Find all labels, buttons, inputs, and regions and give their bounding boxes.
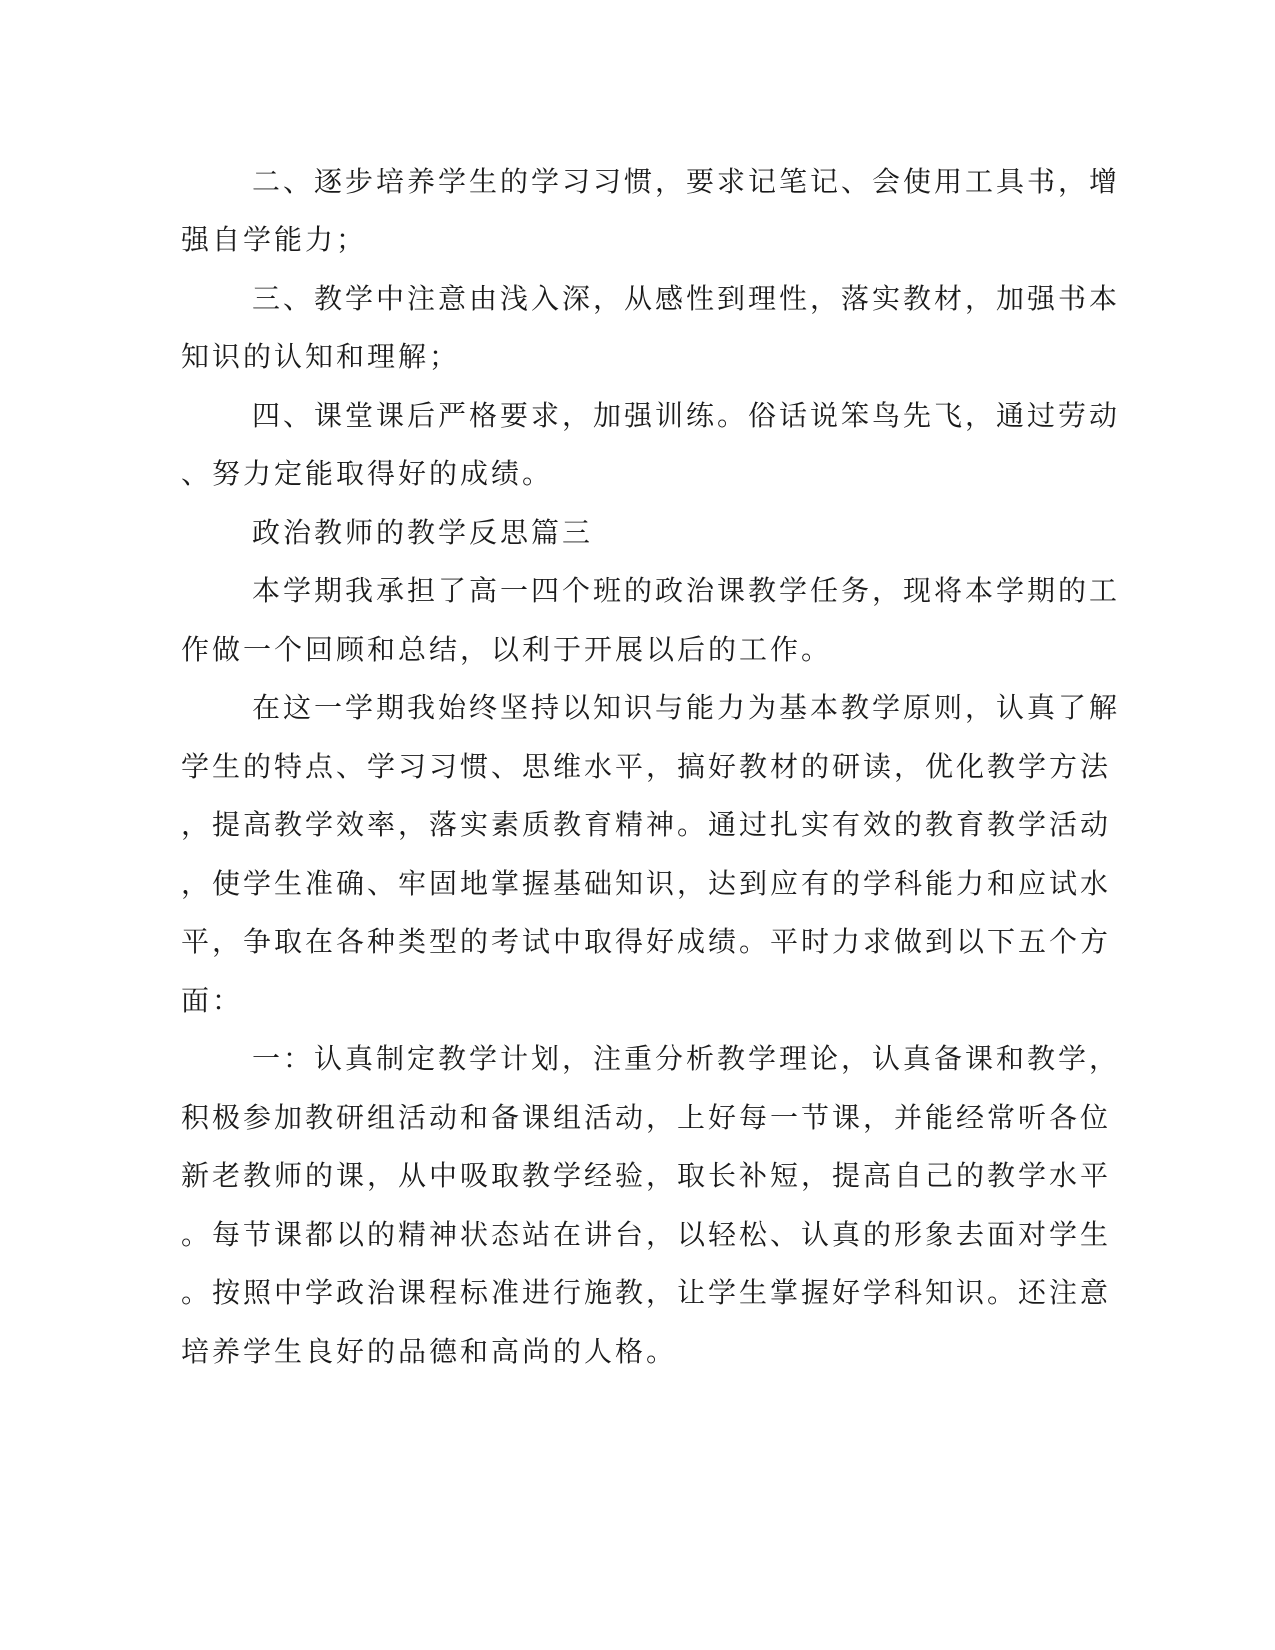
text-line: 作做一个回顾和总结，以利于开展以后的工作。 [181,633,833,666]
text-line: 二、逐步培养学生的学习习惯，要求记笔记、会使用工具书，增 [252,165,1121,198]
text-line: ，使学生准确、牢固地掌握基础知识，达到应有的学科能力和应试水 [181,867,1112,900]
text-line: 本学期我承担了高一四个班的政治课教学任务，现将本学期的工 [252,574,1121,607]
text-line: 知识的认知和理解； [181,340,461,373]
text-line: 积极参加教研组活动和备课组活动，上好每一节课，并能经常听各位 [181,1101,1112,1134]
text-line: 学生的特点、学习习惯、思维水平，搞好教材的研读，优化教学方法 [181,750,1112,783]
text-line: 平，争取在各种类型的考试中取得好成绩。平时力求做到以下五个方 [181,925,1112,958]
text-line: 四、课堂课后严格要求，加强训练。俗话说笨鸟先飞，通过劳动 [252,399,1121,432]
text-line: 强自学能力； [181,223,368,256]
text-line: 在这一学期我始终坚持以知识与能力为基本教学原则，认真了解 [252,691,1121,724]
text-line: ，提高教学效率，落实素质教育精神。通过扎实有效的教育教学活动 [181,808,1112,841]
text-line: 面： [181,984,244,1017]
text-line: 、努力定能取得好的成绩。 [181,457,554,490]
text-line: 一：认真制定教学计划，注重分析教学理论，认真备课和教学， [252,1042,1121,1075]
text-line: 。每节课都以的精神状态站在讲台，以轻松、认真的形象去面对学生 [181,1218,1112,1251]
text-line: 。按照中学政治课程标准进行施教，让学生掌握好学科知识。还注意 [181,1276,1112,1309]
section-title: 政治教师的教学反思篇三 [252,516,594,549]
text-line: 培养学生良好的品德和高尚的人格。 [181,1335,678,1368]
text-line: 新老教师的课，从中吸取教学经验，取长补短，提高自己的教学水平 [181,1159,1112,1192]
text-line: 三、教学中注意由浅入深，从感性到理性，落实教材，加强书本 [252,282,1121,315]
